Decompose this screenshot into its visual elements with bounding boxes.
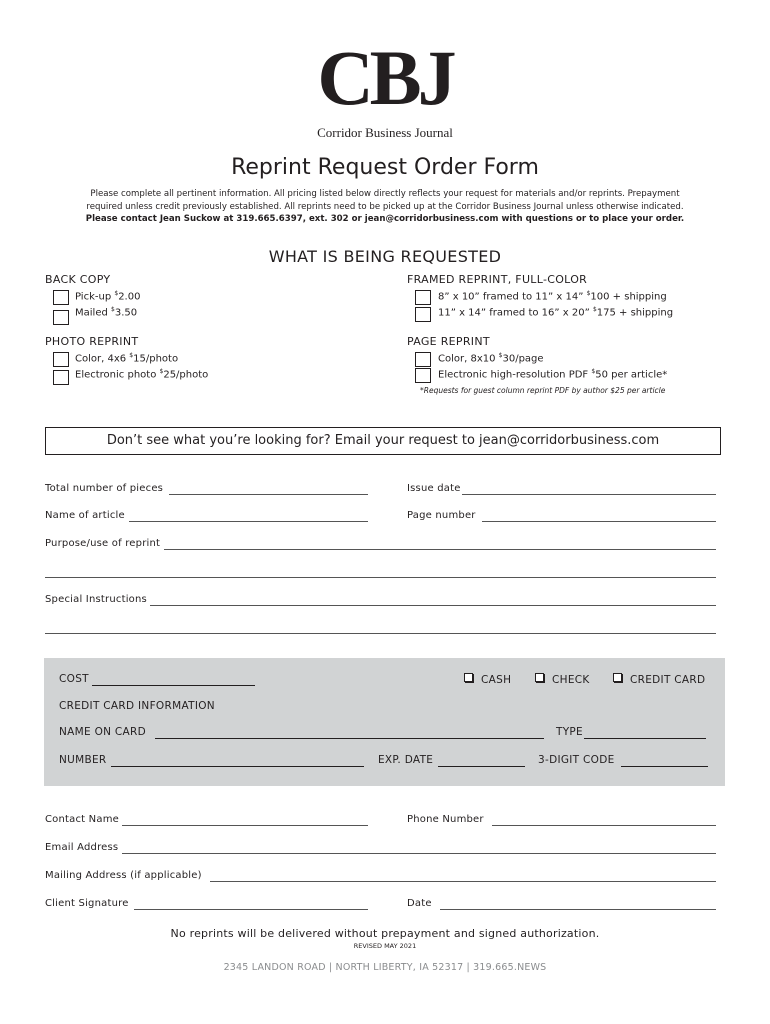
special-instructions-field[interactable] xyxy=(150,605,716,606)
issue-date-label: Issue date xyxy=(407,483,461,494)
email-address-label: Email Address xyxy=(45,842,119,853)
date-label: Date xyxy=(407,898,432,909)
page-pdf-checkbox[interactable] xyxy=(415,368,431,383)
guest-column-note: *Requests for guest column reprint PDF by author $25 per article xyxy=(420,386,666,395)
framed-11x14-checkbox[interactable] xyxy=(415,307,431,322)
check-checkbox-icon[interactable] xyxy=(535,673,544,682)
intro-line-3: Please contact Jean Suckow at 319.665.6397, ext. 302 or jean@corridorbusiness.com with questions or to place your order. xyxy=(85,214,685,224)
exp-date-label: EXP. DATE xyxy=(378,754,434,766)
mailing-address-label: Mailing Address (if applicable) xyxy=(45,870,202,881)
name-on-card-field[interactable] xyxy=(155,738,544,739)
purpose-field[interactable] xyxy=(164,549,716,550)
special-instructions-label: Special Instructions xyxy=(45,594,147,605)
section-heading: WHAT IS BEING REQUESTED xyxy=(268,247,502,266)
page-color-text: Color, 8x10 $30/page xyxy=(438,352,544,365)
intro-line-1: Please complete all pertinent information. All pricing listed below directly reflects your request for materials and/or reprints. Prepayment xyxy=(90,189,680,199)
client-signature-field[interactable] xyxy=(134,909,368,910)
cash-checkbox-icon[interactable] xyxy=(464,673,473,682)
article-name-field[interactable] xyxy=(129,521,368,522)
total-pieces-field[interactable] xyxy=(169,494,368,495)
article-name-label: Name of article xyxy=(45,510,125,521)
purpose-field-line-2[interactable] xyxy=(45,577,716,578)
logo-subtitle: Corridor Business Journal xyxy=(317,125,453,140)
total-pieces-label: Total number of pieces xyxy=(45,483,164,494)
phone-number-label: Phone Number xyxy=(407,814,484,825)
contact-name-label: Contact Name xyxy=(45,814,119,825)
payment-credit-card-option[interactable]: CREDIT CARD xyxy=(613,673,705,686)
form-title: Reprint Request Order Form xyxy=(231,155,539,180)
framed-8x10-text: 8” x 10” framed to 11” x 14” $100 + shipping xyxy=(438,290,667,303)
name-on-card-label: NAME ON CARD xyxy=(59,726,147,738)
credit-card-checkbox-icon[interactable] xyxy=(613,673,622,682)
card-number-field[interactable] xyxy=(111,766,364,767)
email-address-field[interactable] xyxy=(122,853,716,854)
back-copy-pickup-text: Pick-up $2.00 xyxy=(75,290,141,303)
exp-date-field[interactable] xyxy=(438,766,525,767)
intro-line-2: required unless credit previously established. All reprints need to be picked up at the Corridor Business Journal unless otherwise indicated. xyxy=(86,201,684,212)
date-field[interactable] xyxy=(440,909,716,910)
footer-address: 2345 LANDON ROAD | NORTH LIBERTY, IA 52317 | 319.665.NEWS xyxy=(223,962,547,973)
page-number-field[interactable] xyxy=(482,521,716,522)
page-reprint-label: PAGE REPRINT xyxy=(407,335,490,348)
credit-card-info-heading: CREDIT CARD INFORMATION xyxy=(59,700,215,712)
payment-cash-option[interactable]: CASH xyxy=(464,673,511,686)
back-copy-label: BACK COPY xyxy=(45,273,111,286)
back-copy-pickup-checkbox[interactable] xyxy=(53,290,69,305)
framed-reprint-label: FRAMED REPRINT, FULL-COLOR xyxy=(407,273,588,286)
photo-electronic-checkbox[interactable] xyxy=(53,370,69,385)
revised-date: REVISED MAY 2021 xyxy=(353,942,417,950)
back-copy-mailed-text: Mailed $3.50 xyxy=(75,306,138,319)
cost-label: COST xyxy=(59,673,89,685)
client-signature-label: Client Signature xyxy=(45,898,129,909)
logo-cbj: CBJ xyxy=(317,34,453,121)
cost-field[interactable] xyxy=(92,685,255,686)
card-type-label: TYPE xyxy=(556,726,583,738)
page-color-checkbox[interactable] xyxy=(415,352,431,367)
photo-color-checkbox[interactable] xyxy=(53,352,69,367)
intro-text xyxy=(40,188,730,226)
security-code-label: 3-DIGIT CODE xyxy=(538,754,615,766)
framed-11x14-text: 11” x 14” framed to 16” x 20” $175 + shipping xyxy=(438,306,674,319)
mailing-address-field[interactable] xyxy=(210,881,716,882)
contact-name-field[interactable] xyxy=(122,825,368,826)
page-number-label: Page number xyxy=(407,510,476,521)
security-code-field[interactable] xyxy=(621,766,708,767)
special-instructions-field-line-2[interactable] xyxy=(45,633,716,634)
card-number-label: NUMBER xyxy=(59,754,107,766)
phone-number-field[interactable] xyxy=(492,825,716,826)
card-type-field[interactable] xyxy=(584,738,706,739)
page-pdf-text: Electronic high-resolution PDF $50 per article* xyxy=(438,368,668,381)
email-request-box: Don’t see what you’re looking for? Email your request to jean@corridorbusiness.com xyxy=(45,427,721,455)
disclaimer-text: No reprints will be delivered without prepayment and signed authorization. xyxy=(170,927,600,940)
payment-check-option[interactable]: CHECK xyxy=(535,673,590,686)
issue-date-field[interactable] xyxy=(462,494,716,495)
photo-reprint-label: PHOTO REPRINT xyxy=(45,335,139,348)
framed-8x10-checkbox[interactable] xyxy=(415,290,431,305)
photo-electronic-text: Electronic photo $25/photo xyxy=(75,368,209,381)
back-copy-mailed-checkbox[interactable] xyxy=(53,310,69,325)
photo-color-text: Color, 4x6 $15/photo xyxy=(75,352,179,365)
purpose-label: Purpose/use of reprint xyxy=(45,538,161,549)
